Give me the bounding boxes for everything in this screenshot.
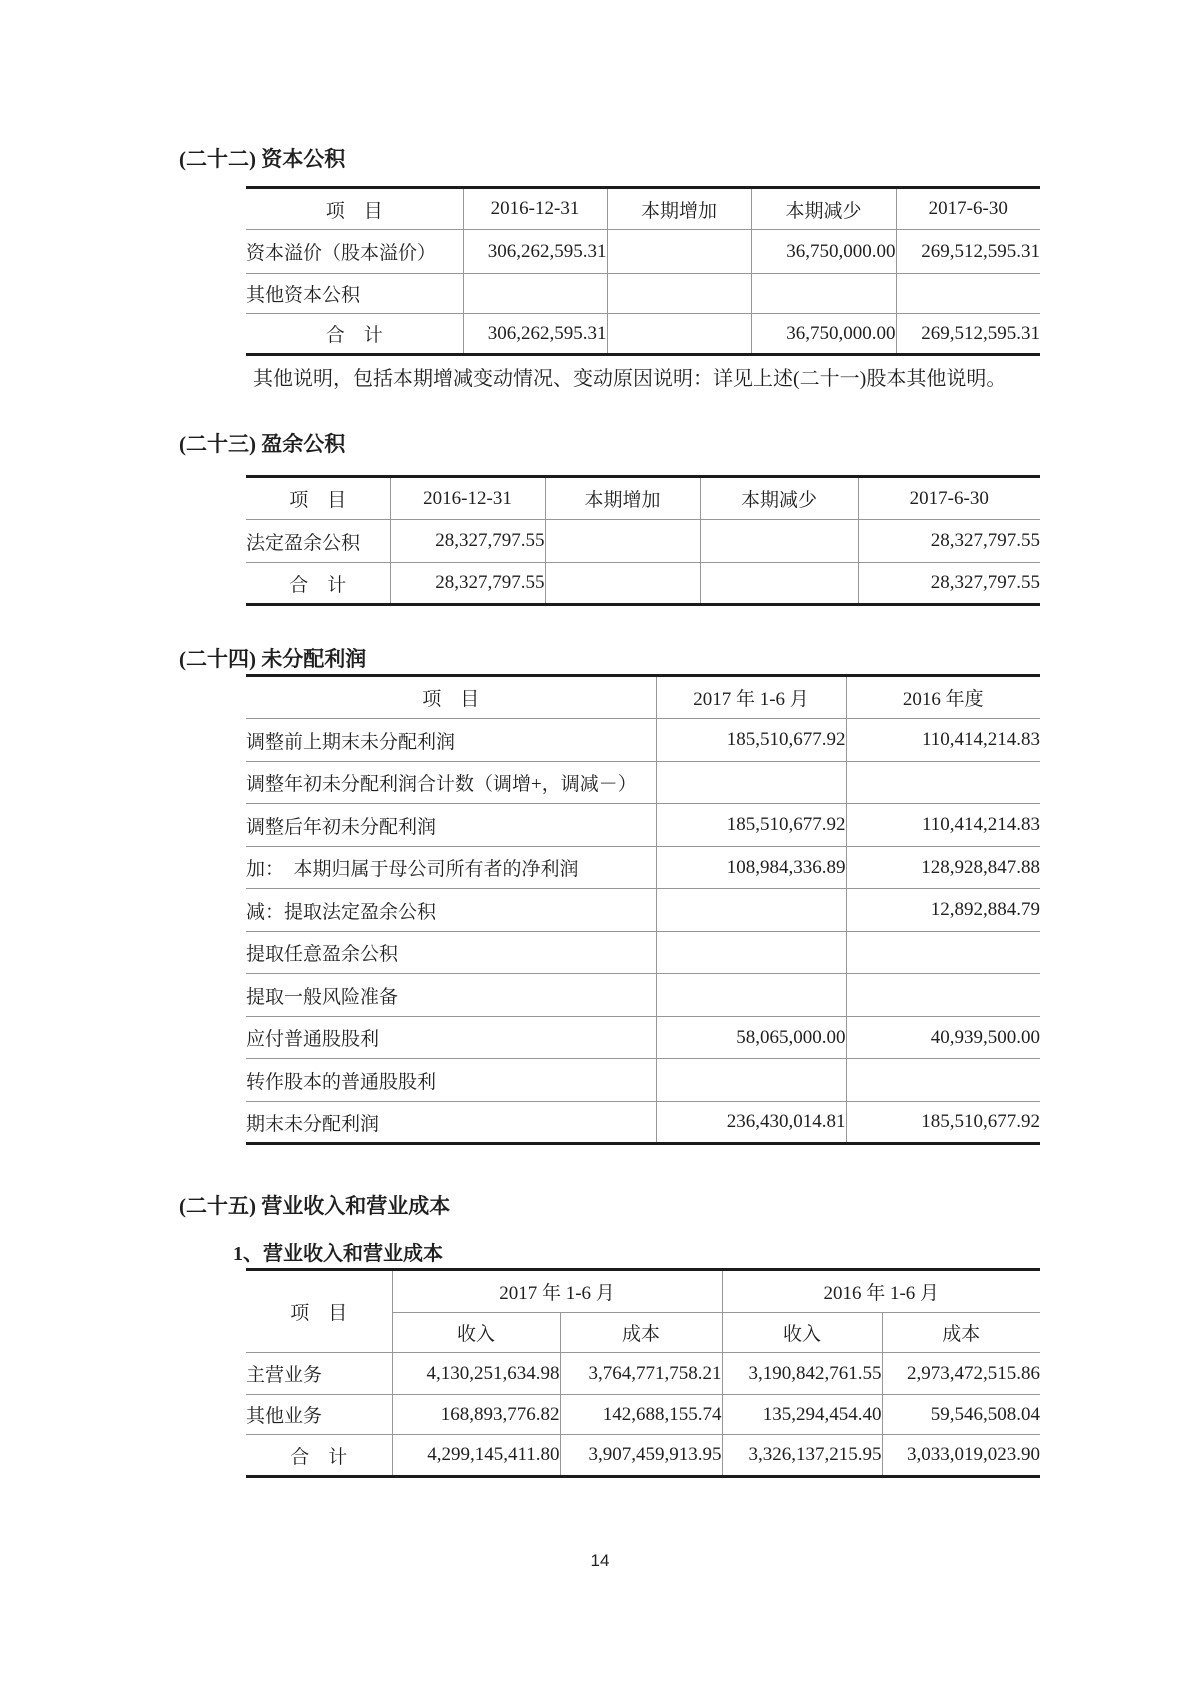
capital-reserve-table xyxy=(246,186,1040,356)
table-total-row xyxy=(246,1102,1040,1144)
cell-value: 110,414,214.83 xyxy=(846,804,1040,847)
table-row xyxy=(246,1395,1040,1435)
column-header: 2016 年度 xyxy=(846,676,1040,719)
cell-value: 4,299,145,411.80 xyxy=(392,1435,560,1477)
table-row xyxy=(246,274,1040,314)
row-label: 调整前上期末未分配利润 xyxy=(246,719,656,762)
column-subheader: 收入 xyxy=(392,1313,560,1353)
row-label: 资本溢价（股本溢价） xyxy=(246,230,463,274)
cell-value: 36,750,000.00 xyxy=(751,314,896,355)
cell-value xyxy=(700,563,858,605)
table-row xyxy=(246,719,1040,762)
column-header: 项 目 xyxy=(246,188,463,230)
cell-value: 168,893,776.82 xyxy=(392,1395,560,1435)
column-header: 项 目 xyxy=(246,676,656,719)
cell-value: 3,764,771,758.21 xyxy=(560,1353,722,1395)
table-header-row xyxy=(246,676,1040,719)
row-label: 其他业务 xyxy=(246,1395,392,1435)
cell-value xyxy=(607,314,751,355)
cell-value xyxy=(700,520,858,563)
column-header: 本期减少 xyxy=(751,188,896,230)
table-header-row xyxy=(246,477,1040,520)
row-label: 主营业务 xyxy=(246,1353,392,1395)
row-label: 合 计 xyxy=(290,1446,348,1468)
column-header: 2016-12-31 xyxy=(463,188,607,230)
cell-value xyxy=(545,520,700,563)
section-heading-surplus-reserve: (二十三) 盈余公积 xyxy=(179,432,346,456)
cell-value: 36,750,000.00 xyxy=(751,230,896,274)
column-subheader: 成本 xyxy=(882,1313,1040,1353)
cell-value xyxy=(846,974,1040,1017)
cell-value: 236,430,014.81 xyxy=(656,1102,846,1144)
column-header-group-2016: 2016 年 1-6 月 xyxy=(722,1270,1040,1313)
cell-value xyxy=(656,932,846,974)
cell-value: 12,892,884.79 xyxy=(846,889,1040,932)
cell-value: 128,928,847.88 xyxy=(846,847,1040,889)
row-label: 应付普通股股利 xyxy=(246,1017,656,1059)
cell-value: 59,546,508.04 xyxy=(882,1395,1040,1435)
table-row xyxy=(246,1017,1040,1059)
table-row xyxy=(246,1059,1040,1102)
column-header: 本期增加 xyxy=(545,477,700,520)
cell-value xyxy=(656,974,846,1017)
cell-value xyxy=(751,274,896,314)
revenue-cost-table xyxy=(246,1268,1040,1478)
cell-value: 269,512,595.31 xyxy=(896,314,1040,355)
column-subheader: 收入 xyxy=(722,1313,882,1353)
column-header: 2017 年 1-6 月 xyxy=(656,676,846,719)
cell-value: 142,688,155.74 xyxy=(560,1395,722,1435)
cell-value: 28,327,797.55 xyxy=(390,520,545,563)
row-label: 合 计 xyxy=(325,325,383,346)
table-row xyxy=(246,230,1040,274)
row-label: 其他资本公积 xyxy=(246,274,463,314)
column-header-group-2017: 2017 年 1-6 月 xyxy=(392,1270,722,1313)
cell-value xyxy=(656,1059,846,1102)
column-header: 2016-12-31 xyxy=(390,477,545,520)
table-total-row xyxy=(246,314,1040,355)
cell-value: 3,190,842,761.55 xyxy=(722,1353,882,1395)
cell-value: 185,510,677.92 xyxy=(656,804,846,847)
row-label: 加： 本期归属于母公司所有者的净利润 xyxy=(246,847,656,889)
row-label: 合 计 xyxy=(289,574,347,596)
row-label: 调整年初未分配利润合计数（调增+，调减－） xyxy=(246,762,656,804)
page-number: 14 xyxy=(590,1551,610,1570)
surplus-reserve-table xyxy=(246,475,1040,606)
table-row xyxy=(246,520,1040,563)
table-total-row xyxy=(246,563,1040,605)
undistributed-profit-table xyxy=(246,674,1040,1145)
cell-value: 135,294,454.40 xyxy=(722,1395,882,1435)
row-label: 调整后年初未分配利润 xyxy=(246,804,656,847)
row-label: 期末未分配利润 xyxy=(246,1113,380,1135)
cell-value xyxy=(846,1059,1040,1102)
row-label: 提取任意盈余公积 xyxy=(246,932,656,974)
cell-value: 185,510,677.92 xyxy=(656,719,846,762)
column-header: 项 目 xyxy=(246,477,390,520)
cell-value: 3,326,137,215.95 xyxy=(722,1435,882,1477)
cell-value xyxy=(846,762,1040,804)
cell-value: 110,414,214.83 xyxy=(846,719,1040,762)
cell-value: 28,327,797.55 xyxy=(858,563,1040,605)
cell-value xyxy=(607,274,751,314)
section-heading-revenue-cost: (二十五) 营业收入和营业成本 xyxy=(179,1194,451,1218)
table-header-row xyxy=(246,188,1040,230)
cell-value: 306,262,595.31 xyxy=(463,230,607,274)
cell-value: 269,512,595.31 xyxy=(896,230,1040,274)
column-header: 本期增加 xyxy=(607,188,751,230)
cell-value: 28,327,797.55 xyxy=(390,563,545,605)
cell-value: 2,973,472,515.86 xyxy=(882,1353,1040,1395)
table-row xyxy=(246,932,1040,974)
column-header: 2017-6-30 xyxy=(858,477,1040,520)
cell-value xyxy=(846,932,1040,974)
column-header-item: 项 目 xyxy=(246,1270,392,1353)
section-heading-undistributed-profit: (二十四) 未分配利润 xyxy=(179,647,367,671)
cell-value: 40,939,500.00 xyxy=(846,1017,1040,1059)
cell-value xyxy=(656,762,846,804)
table-row xyxy=(246,1353,1040,1395)
section-note: 其他说明，包括本期增减变动情况、变动原因说明：详见上述(二十一)股本其他说明。 xyxy=(253,368,1007,390)
row-label: 法定盈余公积 xyxy=(246,520,390,563)
cell-value: 108,984,336.89 xyxy=(656,847,846,889)
cell-value: 3,033,019,023.90 xyxy=(882,1435,1040,1477)
row-label: 提取一般风险准备 xyxy=(246,974,656,1017)
cell-value: 3,907,459,913.95 xyxy=(560,1435,722,1477)
section-heading-capital-reserve: (二十二) 资本公积 xyxy=(179,147,346,171)
cell-value xyxy=(896,274,1040,314)
cell-value: 306,262,595.31 xyxy=(463,314,607,355)
cell-value: 28,327,797.55 xyxy=(858,520,1040,563)
row-label: 转作股本的普通股股利 xyxy=(246,1059,656,1102)
cell-value: 4,130,251,634.98 xyxy=(392,1353,560,1395)
table-row xyxy=(246,889,1040,932)
column-header: 本期减少 xyxy=(700,477,858,520)
column-header: 2017-6-30 xyxy=(896,188,1040,230)
cell-value xyxy=(463,274,607,314)
row-label: 减：提取法定盈余公积 xyxy=(246,889,656,932)
column-subheader: 成本 xyxy=(560,1313,722,1353)
table-total-row xyxy=(246,1435,1040,1477)
cell-value xyxy=(656,889,846,932)
cell-value: 185,510,677.92 xyxy=(846,1102,1040,1144)
cell-value: 58,065,000.00 xyxy=(656,1017,846,1059)
cell-value xyxy=(545,563,700,605)
cell-value xyxy=(607,230,751,274)
table-row xyxy=(246,804,1040,847)
table-row xyxy=(246,762,1040,804)
table-row xyxy=(246,847,1040,889)
sub-heading-revenue-cost: 1、营业收入和营业成本 xyxy=(233,1243,443,1265)
table-row xyxy=(246,974,1040,1017)
table-header-row xyxy=(246,1270,1040,1313)
